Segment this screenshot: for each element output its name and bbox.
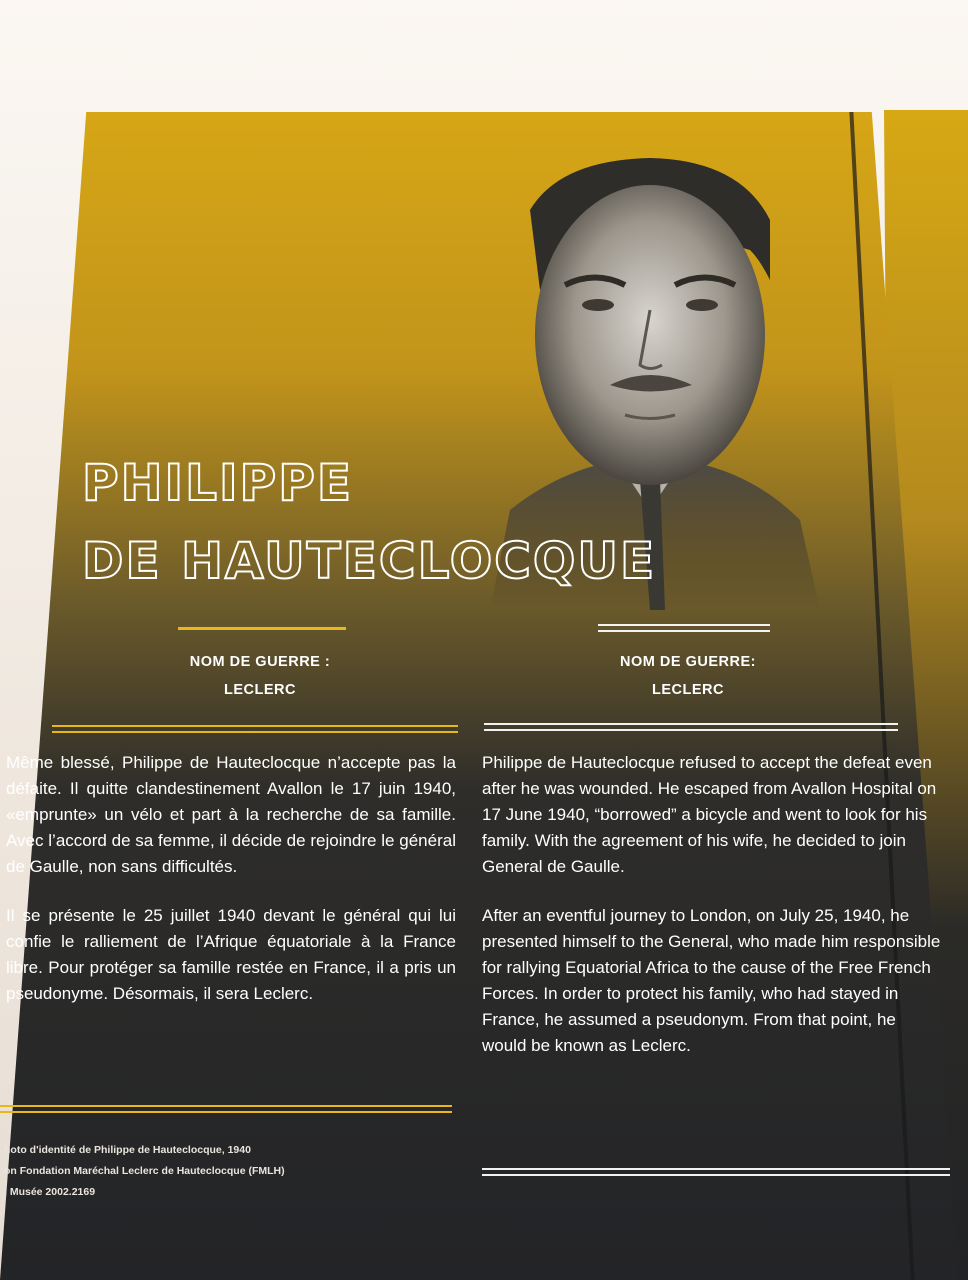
en-nickname-label: NOM DE GUERRE: xyxy=(620,654,756,670)
page-title xyxy=(82,454,657,590)
fr-nickname-block xyxy=(150,648,370,704)
title-line-1: PHILIPPE xyxy=(82,454,354,512)
fr-text-rule-top xyxy=(52,725,458,727)
fr-text-rule-bottom xyxy=(52,731,458,733)
credit-line-2: on Fondation Maréchal Leclerc de Hauteclocque (FMLH) xyxy=(4,1165,285,1177)
credit-line-1: hoto d'identité de Philippe de Hauteclocque, 1940 xyxy=(4,1144,251,1156)
french-text xyxy=(6,750,456,1030)
english-paragraph-2: After an eventful journey to London, on July 25, 1940, he presented himself to the General, who made him responsible for rallying Equatorial Africa to the cause of the Free French Forces. In order to protect his family, who had stayed in France, he assumed a pseudonym. From that point, he would be known as Leclerc. xyxy=(482,906,941,1055)
title-line-2: DE HAUTECLOCQUE xyxy=(82,532,657,590)
en-text-rule-top xyxy=(484,723,898,725)
en-footer-rule-bottom xyxy=(482,1174,950,1176)
credit-line-3: . Musée 2002.2169 xyxy=(4,1186,96,1198)
en-footer-rule-top xyxy=(482,1168,950,1170)
french-paragraph-2: Il se présente le 25 juillet 1940 devant le général qui lui confie le ralliement de l’Afrique équatoriale à la France libre. Pour protéger sa famille restée en France, il a pris un pseudonyme. Désormais, il sera Leclerc. xyxy=(6,906,456,1003)
fr-nickname-value: LECLERC xyxy=(224,682,296,698)
en-header-rule-top xyxy=(598,624,770,626)
english-text xyxy=(482,750,942,1082)
fr-footer-rule-bottom xyxy=(0,1111,452,1113)
french-paragraph-1: Même blessé, Philippe de Hauteclocque n’accepte pas la défaite. Il quitte clandestinement Avallon le 17 juin 1940, «emprunte» un vélo et part à la recherche de sa famille. Avec l’accord de sa femme, il décide de rejoindre le général de Gaulle, non sans difficultés. xyxy=(6,753,456,876)
photo-credits xyxy=(4,1140,285,1203)
fr-footer-rule-top xyxy=(0,1105,452,1107)
en-nickname-block xyxy=(578,648,798,704)
en-nickname-value: LECLERC xyxy=(652,682,724,698)
fr-nickname-label: NOM DE GUERRE : xyxy=(189,654,331,670)
en-text-rule-bottom xyxy=(484,729,898,731)
english-paragraph-1: Philippe de Hauteclocque refused to accept the defeat even after he was wounded. He escaped from Avallon Hospital on 17 June 1940, “borrowed” a bicycle and went to look for his family. With the agreement of his wife, he decided to join General de Gaulle. xyxy=(482,753,937,876)
en-header-rule-bottom xyxy=(598,630,770,632)
fr-header-rule xyxy=(178,627,346,630)
